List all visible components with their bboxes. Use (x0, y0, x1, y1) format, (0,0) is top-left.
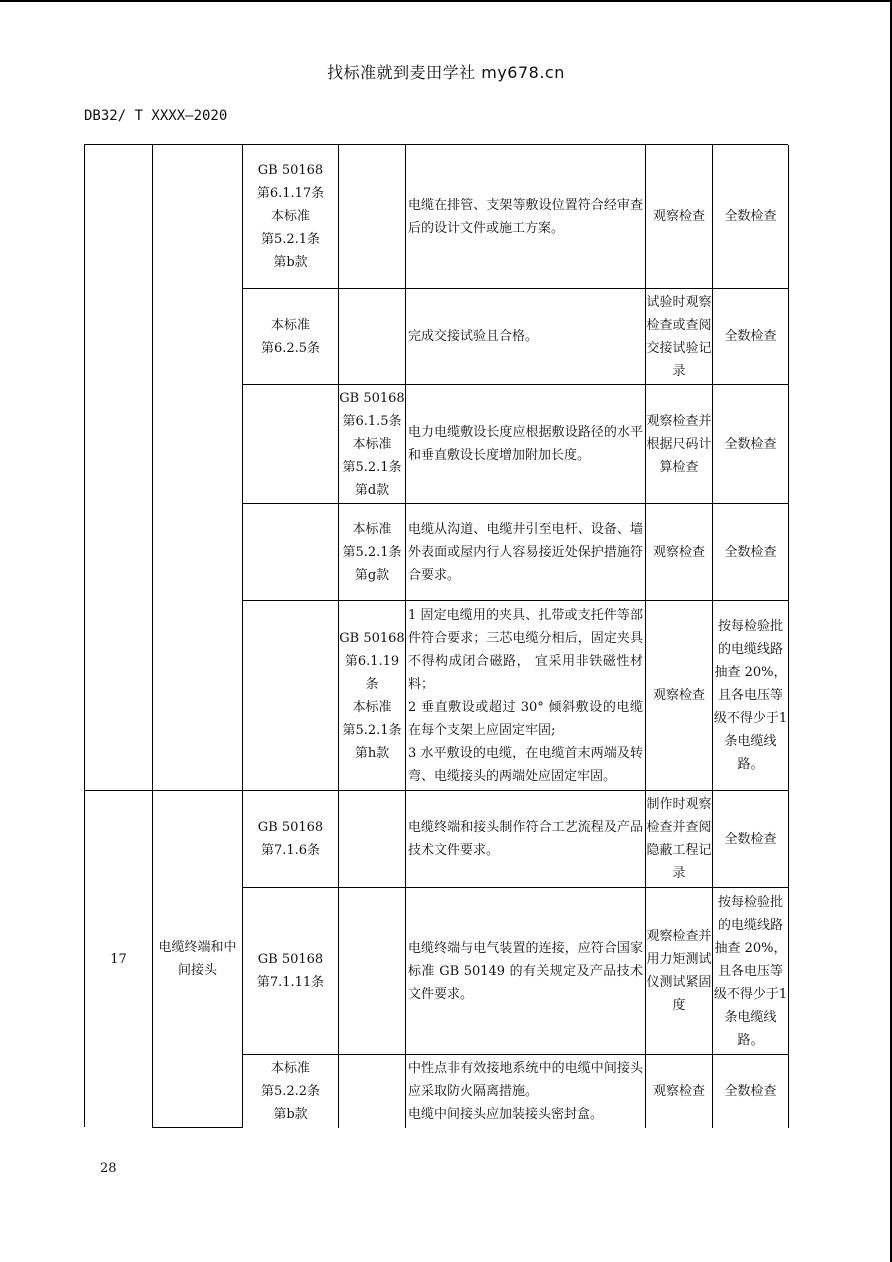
quantity-cell: 按每检验批的电缆线路抽查 20%，且各电压等级不得少于1条电缆线路。 (713, 888, 789, 1055)
ref-secondary-cell: GB 50168 第6.1.5条 本标准 第5.2.1条 第d款 (339, 385, 406, 504)
requirement-cell: 完成交接试验且合格。 (406, 289, 646, 385)
ref-primary-cell: 本标准 第6.2.5条 (243, 289, 339, 385)
quantity-cell: 全数检查 (713, 791, 789, 888)
ref-secondary-cell (339, 145, 406, 289)
requirement-cell: 电缆在排管、支架等敷设位置符合经审查后的设计文件或施工方案。 (406, 145, 646, 289)
ref-secondary-cell (339, 888, 406, 1055)
requirement-cell: 1 固定电缆用的夹具、扎带或支托件等部件符合要求；三芯电缆分相后，固定夹具不得构成闭合磁路， 宜采用非铁磁性材料； 2 垂直敷设或超过 30° 倾斜敷设的电缆在每个支架上应固定牢固; 3 水平敷设的电缆，在电缆首末两端及转弯、电缆接头的两端处应固定牢固。 (406, 601, 646, 791)
item-number-cell-continued (85, 145, 153, 791)
method-cell: 观察检查 (646, 145, 713, 289)
ref-primary-cell: GB 50168 第7.1.6条 (243, 791, 339, 888)
requirement-cell: 电力电缆敷设长度应根据敷设路径的水平和垂直敷设长度增加附加长度。 (406, 385, 646, 504)
method-cell: 试验时观察检查或查阅交接试验记录 (646, 289, 713, 385)
ref-secondary-cell: GB 50168 第6.1.19 条 本标准 第5.2.1条 第h款 (339, 601, 406, 791)
method-cell: 观察检查并根据尺码计算检查 (646, 385, 713, 504)
item-name-cell: 电缆终端和中间接头 (153, 791, 243, 1128)
inspection-table (84, 144, 788, 1127)
ref-secondary-cell: 本标准 第5.2.1条 第g款 (339, 504, 406, 601)
ref-secondary-cell (339, 1055, 406, 1128)
method-cell: 观察检查 (646, 1055, 713, 1128)
quantity-cell: 全数检查 (713, 289, 789, 385)
ref-primary-cell (243, 385, 339, 504)
method-cell: 观察检查 (646, 504, 713, 601)
quantity-cell: 全数检查 (713, 504, 789, 601)
requirement-cell: 电缆终端与电气装置的连接，应符合国家标准 GB 50149 的有关规定及产品技术文件要求。 (406, 888, 646, 1055)
quantity-cell: 全数检查 (713, 145, 789, 289)
ref-secondary-cell (339, 289, 406, 385)
method-cell: 制作时观察检查并查阅隐蔽工程记录 (646, 791, 713, 888)
page-number: 28 (100, 1161, 117, 1176)
requirement-cell: 中性点非有效接地系统中的电缆中间接头应采取防火隔离措施。 电缆中间接头应加装接头密封盒。 (406, 1055, 646, 1128)
item-name-cell-continued (153, 145, 243, 791)
requirement-cell: 电缆从沟道、电缆井引至电杆、设备、墙外表面或屋内行人容易接近处保护措施符合要求。 (406, 504, 646, 601)
method-cell: 观察检查并用力矩测试仪测试紧固度 (646, 888, 713, 1055)
ref-primary-cell (243, 504, 339, 601)
quantity-cell: 全数检查 (713, 385, 789, 504)
ref-primary-cell: GB 50168 第6.1.17条 本标准 第5.2.1条 第b款 (243, 145, 339, 289)
document-id: DB32/ T XXXX—2020 (84, 108, 228, 124)
page-top-border (0, 0, 892, 2)
watermark-header: 找标准就到麦田学社 my678.cn (327, 63, 565, 82)
method-cell: 观察检查 (646, 601, 713, 791)
quantity-cell: 全数检查 (713, 1055, 789, 1128)
ref-secondary-cell (339, 791, 406, 888)
requirement-cell: 电缆终端和接头制作符合工艺流程及产品技术文件要求。 (406, 791, 646, 888)
ref-primary-cell (243, 601, 339, 791)
ref-primary-cell: GB 50168 第7.1.11条 (243, 888, 339, 1055)
quantity-cell: 按每检验批的电缆线路抽查 20%，且各电压等级不得少于1条电缆线路。 (713, 601, 789, 791)
item-number-cell: 17 (85, 791, 153, 1128)
ref-primary-cell: 本标准 第5.2.2条 第b款 (243, 1055, 339, 1128)
